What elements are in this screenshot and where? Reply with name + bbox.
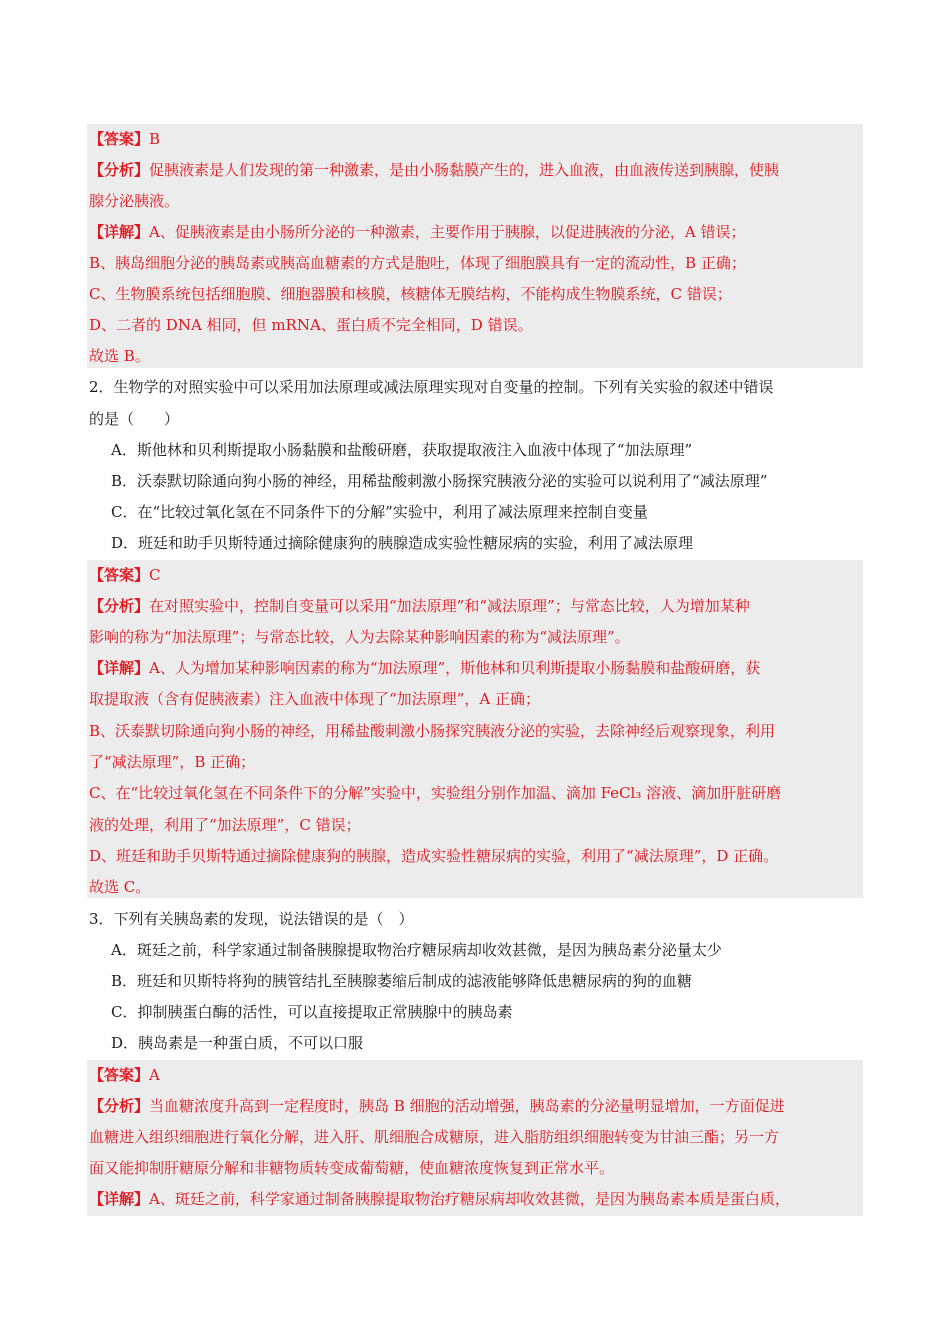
question-3-stem-1: 3．下列有关胰岛素的发现，说法错误的是（ ） bbox=[89, 910, 414, 928]
detail-line-1-3: C、生物膜系统包括细胞膜、细胞器膜和核膜，核糖体无膜结构，不能构成生物膜系统，C 错误； bbox=[89, 285, 732, 303]
detail-line-3-1 bbox=[89, 1184, 869, 1215]
analysis-line-1-1 bbox=[89, 155, 869, 186]
analysis-line-2-2: 影响的称为“加法原理”；与常态比较，人为去除某种影响因素的称为“减法原理”。 bbox=[89, 628, 630, 646]
question-2-stem-2: 的是（ ） bbox=[89, 410, 180, 428]
answer-line-2 bbox=[89, 560, 869, 591]
analysis-tag: 【分析】 bbox=[89, 597, 150, 615]
question-2-option-c: C．在“比较过氧化氢在不同条件下的分解”实验中，利用了减法原理来控制自变量 bbox=[111, 503, 648, 521]
question-3-option-a: A．斑廷之前，科学家通过制备胰腺提取物治疗糖尿病却收效甚微，是因为胰岛素分泌量太少 bbox=[111, 941, 722, 959]
detail-line-1-2: B、胰岛细胞分泌的胰岛素或胰高血糖素的方式是胞吐，体现了细胞膜具有一定的流动性，B 正确； bbox=[89, 254, 746, 272]
detail-text: A、人为增加某种影响因素的称为“加法原理”，斯他林和贝利斯提取小肠黏膜和盐酸研磨，获 bbox=[149, 659, 761, 677]
detail-line-2-3: B、沃泰默切除通向狗小肠的神经，用稀盐酸刺激小肠探究胰液分泌的实验，去除神经后观察现象，利用 bbox=[89, 722, 776, 740]
detail-text: A、促胰液素是由小肠所分泌的一种激素，主要作用于胰腺，以促进胰液的分泌，A 错误； bbox=[149, 223, 746, 241]
answer-line-3 bbox=[89, 1060, 869, 1091]
detail-text: A、斑廷之前，科学家通过制备胰腺提取物治疗糖尿病却收效甚微，是因为胰岛素本质是蛋白质， bbox=[149, 1190, 790, 1208]
answer-text: C bbox=[149, 566, 161, 584]
answer-tag: 【答案】 bbox=[89, 130, 150, 148]
detail-line-2-5: C、在“比较过氧化氢在不同条件下的分解”实验中，实验组分别作加温、滴加 FeCl₃ 溶液、滴加肝脏研磨 bbox=[89, 784, 782, 802]
analysis-text: 促胰液素是人们发现的第一种激素，是由小肠黏膜产生的，进入血液，由血液传送到胰腺，使胰 bbox=[149, 161, 780, 179]
analysis-line-3-3: 面又能抑制肝糖原分解和非糖物质转变成葡萄糖，使血糖浓度恢复到正常水平。 bbox=[89, 1159, 615, 1177]
detail-line-2-2: 取提取液（含有促胰液素）注入血液中体现了“加法原理”，A 正确； bbox=[89, 690, 540, 708]
conclusion-line-2: 故选 C。 bbox=[89, 878, 151, 896]
detail-line-2-1 bbox=[89, 653, 869, 684]
answer-line-1 bbox=[89, 124, 869, 155]
detail-tag: 【详解】 bbox=[89, 659, 150, 677]
analysis-text: 在对照实验中，控制自变量可以采用“加法原理”和“减法原理”；与常态比较，人为增加某种 bbox=[149, 597, 750, 615]
detail-line-2-6: 液的处理，利用了“加法原理”，C 错误； bbox=[89, 816, 361, 834]
detail-line-2-4: 了“减法原理”，B 正确； bbox=[89, 753, 256, 771]
answer-tag: 【答案】 bbox=[89, 566, 150, 584]
question-3-option-b: B．班廷和贝斯特将狗的胰管结扎至胰腺萎缩后制成的滤液能够降低患糖尿病的狗的血糖 bbox=[111, 972, 693, 990]
analysis-line-2-1 bbox=[89, 591, 869, 622]
question-3-option-d: D．胰岛素是一种蛋白质，不可以口服 bbox=[111, 1034, 364, 1052]
analysis-tag: 【分析】 bbox=[89, 161, 150, 179]
analysis-tag: 【分析】 bbox=[89, 1097, 150, 1115]
analysis-line-3-2: 血糖进入组织细胞进行氧化分解，进入肝、肌细胞合成糖原，进入脂肪组织细胞转变为甘油三酯；另一方 bbox=[89, 1128, 780, 1146]
answer-text: A bbox=[149, 1066, 160, 1084]
question-2-stem-1: 2．生物学的对照实验中可以采用加法原理或减法原理实现对自变量的控制。下列有关实验的叙述中错误 bbox=[89, 378, 774, 396]
analysis-text: 当血糖浓度升高到一定程度时，胰岛 B 细胞的活动增强，胰岛素的分泌量明显增加，一方面促进 bbox=[149, 1097, 785, 1115]
answer-text: B bbox=[149, 130, 161, 148]
detail-line-1-1 bbox=[89, 217, 869, 248]
question-2-option-d: D．班廷和助手贝斯特通过摘除健康狗的胰腺造成实验性糖尿病的实验，利用了减法原理 bbox=[111, 534, 694, 552]
detail-tag: 【详解】 bbox=[89, 1190, 150, 1208]
answer-tag: 【答案】 bbox=[89, 1066, 150, 1084]
analysis-line-1-2: 腺分泌胰液。 bbox=[89, 192, 180, 210]
detail-line-1-4: D、二者的 DNA 相同，但 mRNA、蛋白质不完全相同，D 错误。 bbox=[89, 316, 533, 334]
question-3-option-c: C．抑制胰蛋白酶的活性，可以直接提取正常胰腺中的胰岛素 bbox=[111, 1003, 513, 1021]
detail-tag: 【详解】 bbox=[89, 223, 150, 241]
conclusion-line-1: 故选 B。 bbox=[89, 347, 150, 365]
question-2-option-a: A．斯他林和贝利斯提取小肠黏膜和盐酸研磨，获取提取液注入血液中体现了“加法原理” bbox=[111, 441, 693, 459]
question-2-option-b: B．沃泰默切除通向狗小肠的神经，用稀盐酸刺激小肠探究胰液分泌的实验可以说利用了“减法原理” bbox=[111, 472, 768, 490]
detail-line-2-7: D、班廷和助手贝斯特通过摘除健康狗的胰腺，造成实验性糖尿病的实验，利用了“减法原理”，D 正确。 bbox=[89, 847, 779, 865]
analysis-line-3-1 bbox=[89, 1091, 869, 1122]
